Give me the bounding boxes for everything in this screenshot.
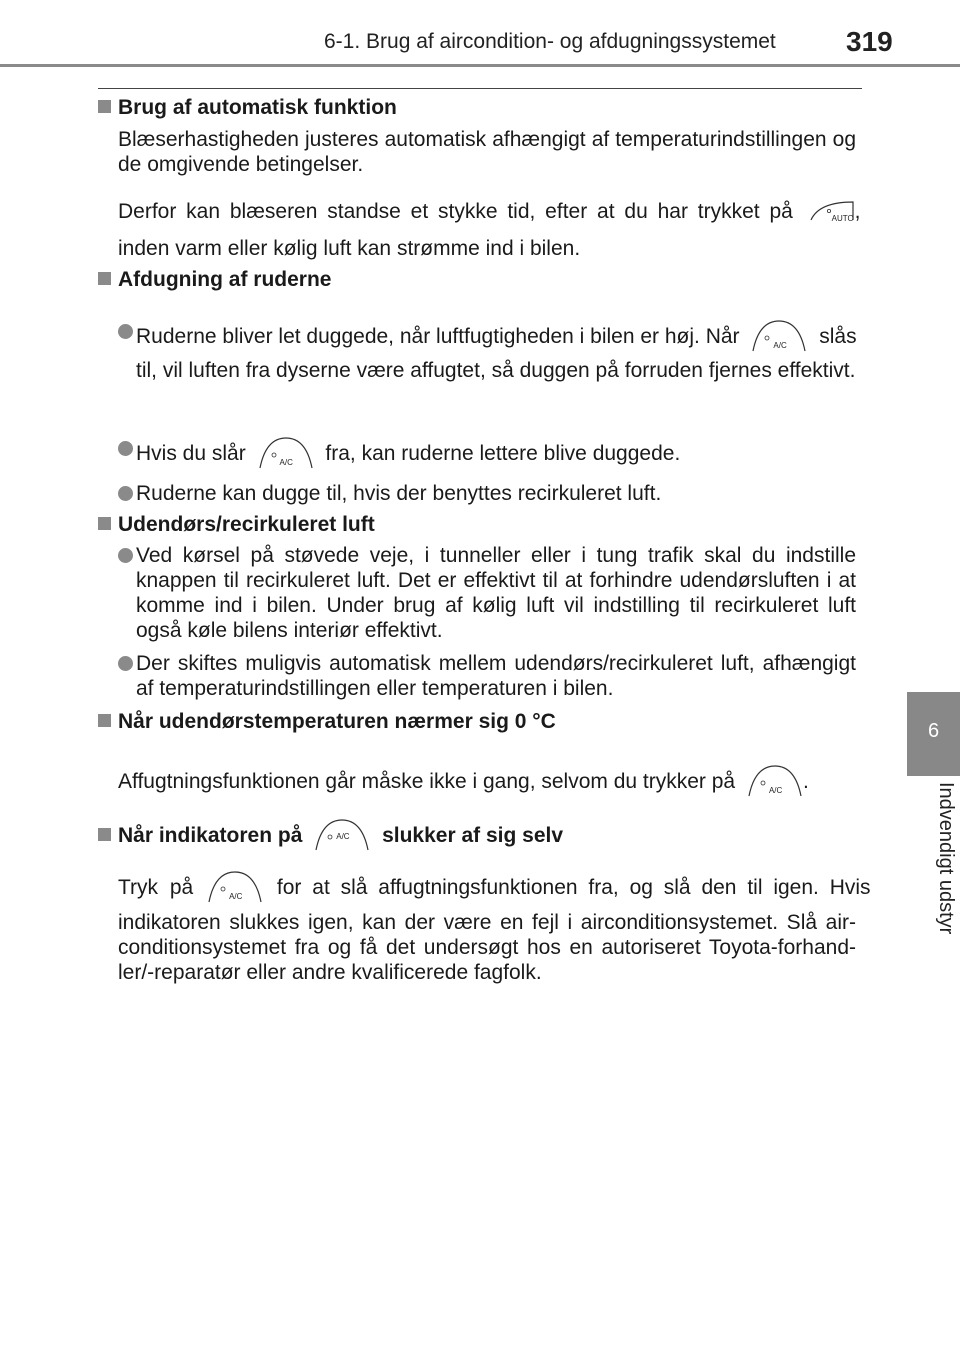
ac-button-label: A/C (229, 892, 243, 901)
recirc-bullet-1: Ved kørsel på støvede veje, i tunneller eller i tung trafik skal du indstille knappen til recirkuleret luft. Det er effektivt til at forhindre udendørsluften i at komme ind i bilen. Under brug af kølig luft vil indstilling til recirkuleret luft også køle bilens interiør effektivt. (136, 544, 856, 642)
auto-button-label: AUTO (831, 214, 854, 223)
header-divider (0, 64, 960, 67)
bullet-dot-icon (118, 486, 133, 501)
chapter-tab-label: Indvendigt udstyr (935, 782, 957, 935)
indicator-paragraph (118, 870, 871, 904)
section-square-icon (98, 517, 111, 530)
section-heading-auto (98, 96, 397, 120)
ac-button-icon (258, 436, 314, 470)
auto-paragraph-2 (118, 198, 863, 226)
indicator-paragraph-rest: for at slå affugtningsfunktionen fra, og slå den til igen. Hvis (276, 876, 871, 899)
content-divider (98, 88, 862, 89)
auto-paragraph-2-comma: , (854, 200, 861, 223)
chapter-tab (907, 692, 960, 776)
indicator-paragraph-text: Tryk på (118, 876, 194, 899)
zero-paragraph-text: Affugtningsfunktionen går måske ikke i gang, selvom du trykker på (118, 770, 736, 793)
section-heading-text-end: slukker af sig selv (382, 824, 564, 847)
defog-bullet-1-cont: til, vil luften fra dyserne være affugtet, så duggen på forruden fjernes effektivt. (136, 359, 856, 382)
section-heading-text: Når indikatoren på (118, 824, 303, 847)
auto-paragraph-2-cont: inden varm eller kølig luft kan strømme ind i bilen. (118, 237, 581, 260)
auto-paragraph-1: Blæserhastigheden justeres automatisk afhængigt af temperaturindstillingen og de omgivende betingelser. (118, 128, 856, 176)
ac-button-label: A/C (336, 832, 350, 841)
defog-bullet-3: Ruderne kan dugge til, hvis der benyttes recirkuleret luft. (136, 482, 662, 505)
section-heading-text: Udendørs/recirkuleret luft (118, 513, 375, 536)
page-number: 319 (846, 26, 893, 57)
bullet-dot-icon (118, 441, 133, 456)
indicator-paragraph-cont: indikatoren slukkes igen, kan der være en fejl i airconditionsystemet. Slå airconditionsystemet fra og få det undersøgt hos en autoriseret Toyota-forhandler/-reparatør eller andre kvalificerede fagfolk. (118, 911, 856, 984)
section-heading-text: Når udendørstemperaturen nærmer sig 0 °C (118, 710, 556, 733)
ac-button-label: A/C (768, 786, 783, 795)
section-heading-text: Afdugning af ruderne (118, 268, 332, 291)
section-square-icon (98, 828, 111, 841)
ac-button-icon (751, 319, 807, 353)
ac-button-label: A/C (279, 458, 293, 467)
ac-button-icon (207, 870, 263, 904)
section-square-icon (98, 100, 111, 113)
page-header (0, 0, 960, 66)
section-square-icon (98, 272, 111, 285)
bullet-dot-icon (118, 656, 133, 671)
auto-button-icon (809, 198, 855, 226)
section-heading-zero (98, 710, 556, 734)
defog-bullet-1-end: slås (819, 325, 857, 348)
section-square-icon (98, 714, 111, 727)
bullet-dot-icon (118, 548, 133, 563)
ac-button-icon (314, 818, 370, 852)
chapter-title: 6-1. Brug af aircondition- og afdugningssystemet (324, 30, 776, 53)
auto-paragraph-2-text: Derfor kan blæseren standse et stykke tid, efter at du har trykket på (118, 200, 793, 223)
section-heading-indicator (98, 818, 563, 852)
bullet-dot-icon (118, 324, 133, 339)
defog-bullet-2-text: Hvis du slår (136, 442, 246, 465)
section-heading-defog (98, 268, 332, 292)
recirc-bullet-2: Der skiftes muligvis automatisk mellem udendørs/recirkuleret luft, afhængigt af temperaturindstillingen eller temperaturen i bilen. (136, 652, 856, 700)
defog-bullet-1-text: Ruderne bliver let duggede, når luftfugtigheden i bilen er høj. Når (136, 325, 740, 348)
ac-button-label: A/C (773, 341, 787, 350)
defog-bullet-2-end: fra, kan ruderne lettere blive duggede. (325, 442, 681, 465)
zero-paragraph (118, 764, 863, 798)
chapter-tab-number: 6 (927, 720, 940, 742)
zero-paragraph-end: . (802, 770, 809, 793)
section-heading-text: Brug af automatisk funktion (118, 96, 397, 119)
section-heading-recirc (98, 513, 375, 537)
defog-bullet-1 (136, 319, 862, 353)
ac-button-icon (747, 764, 803, 798)
defog-bullet-2 (136, 436, 862, 470)
